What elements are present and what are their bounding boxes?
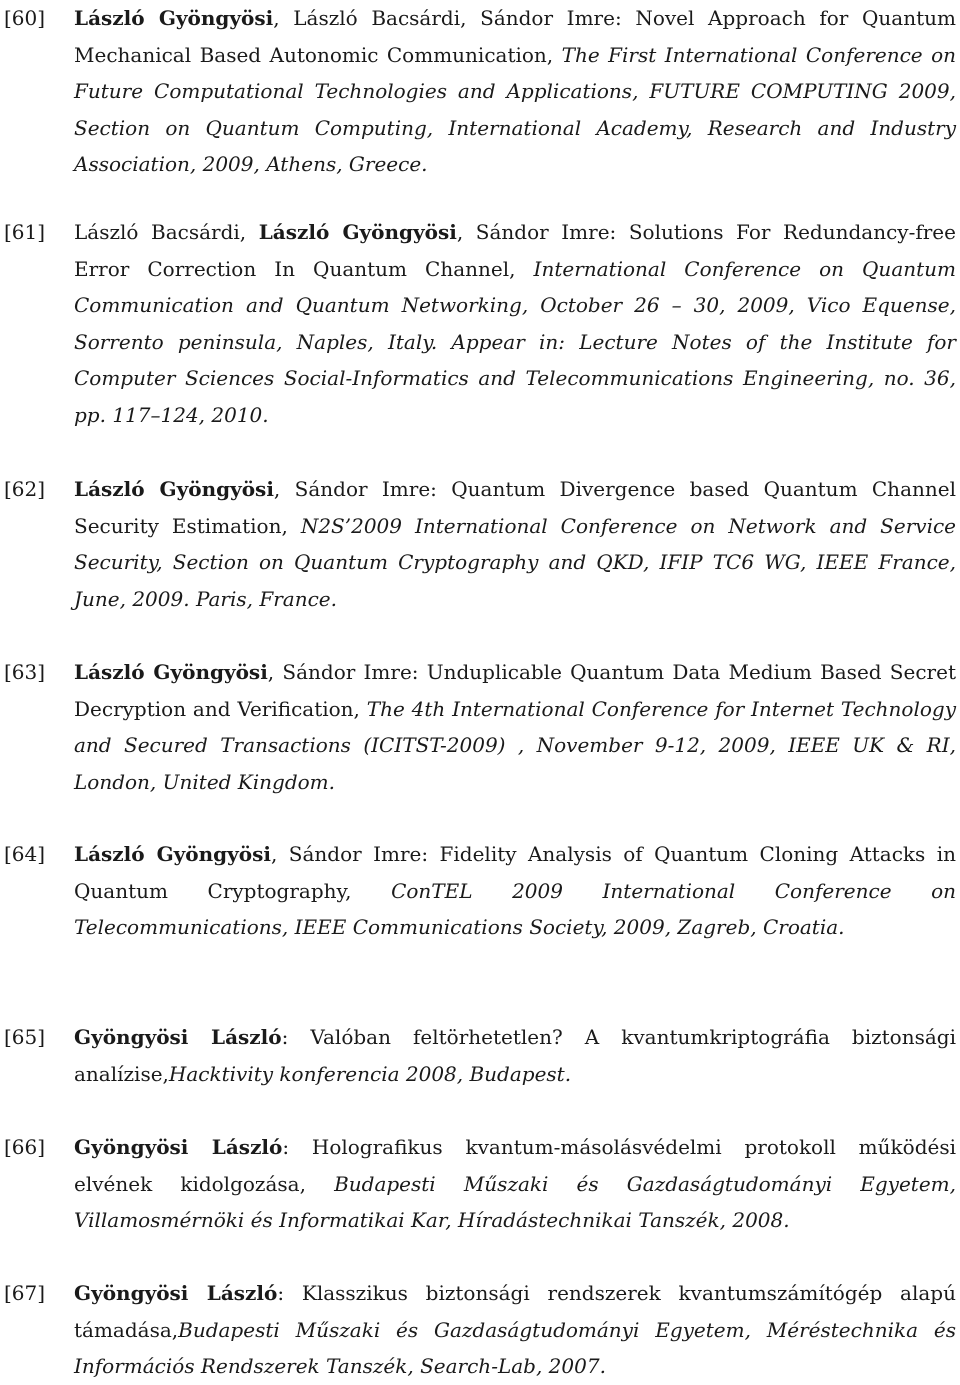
reference-plain: László Bacsárdi, [74,220,259,244]
venue: Budapesti Műszaki és Gazdaságtudományi Egyetem, Méréstechnika és Információs Rendszerek Tanszék, Search-Lab, 2007. [74,1317,956,1378]
reference-text [74,214,956,433]
reference-text [74,0,956,183]
reference-plain: , Sándor Imre: Quantum Divergence based Quantum Channel Security Estimation, [74,477,956,538]
author-highlight: Gyöngyösi László [74,1025,282,1049]
reference-text [74,836,956,946]
reference-item [0,654,960,800]
reference-number: [67] [4,1281,46,1305]
venue: Budapesti Műszaki és Gazdaságtudományi Egyetem, Villamosmérnöki és Informatikai Kar, Híradástechnikai Tanszék, 2008. [74,1171,956,1232]
reference-item [0,0,960,183]
reference-number: [60] [4,6,46,30]
venue: Hacktivity konferencia 2008, Budapest. [168,1061,572,1086]
reference-number: [62] [4,477,46,501]
reference-item [0,1275,960,1385]
reference-item [0,214,960,433]
reference-plain: , Sándor Imre: Fidelity Analysis of Quantum Cloning Attacks in Quantum Cryptography, [74,842,957,903]
reference-plain: , Sándor Imre: Solutions For Redundancy-free Error Correction In Quantum Channel, [74,220,956,281]
reference-number: [63] [4,660,46,684]
reference-item [0,836,960,946]
reference-plain: : Holografikus kvantum-másolásvédelmi protokoll működési elvének kidolgozása, [74,1135,956,1196]
reference-item [0,1019,960,1092]
reference-text [74,1275,956,1385]
reference-plain: , Sándor Imre: Unduplicable Quantum Data Medium Based Secret Decryption and Verification, [74,660,956,721]
reference-number: [61] [4,220,46,244]
reference-item [0,471,960,617]
author-highlight: László Gyöngyösi [74,477,274,501]
venue: The First International Conference on Future Computational Technologies and Applications, FUTURE COMPUTING 2009, Section on Quantum Computing, International Academy, Research and Industry Association, 2009, Athens, Greece. [74,42,956,176]
author-highlight: Gyöngyösi László [74,1135,283,1159]
venue: The 4th International Conference for Internet Technology and Secured Transactions (ICITST-2009) , November 9-12, 2009, IEEE UK & RI, London, United Kingdom. [74,696,956,794]
author-highlight: Gyöngyösi László [74,1281,278,1305]
author-highlight: László Gyöngyösi [74,6,274,30]
venue: N2S’2009 International Conference on Network and Service Security, Section on Quantum Cryptography and QKD, IFIP TC6 WG, IEEE France, June, 2009. Paris, France. [74,513,957,611]
reference-item [0,1129,960,1239]
author-highlight: László Gyöngyösi [74,660,268,684]
reference-text [74,1019,956,1092]
reference-text [74,1129,956,1239]
reference-text [74,471,956,617]
venue: International Conference on Quantum Communication and Quantum Networking, October 26 – 30, 2009, Vico Equense, Sorrento peninsula, Naples, Italy. Appear in: Lecture Notes of the Institute for Computer Sciences Social-Informatics and Telecommunications Engineering, no. 36, pp. 117–124, 2010. [74,256,956,427]
reference-number: [66] [4,1135,46,1159]
author-highlight: László Gyöngyösi [258,220,457,244]
venue: ConTEL 2009 International Conference on Telecommunications, IEEE Communications Society, 2009, Zagreb, Croatia. [74,878,956,939]
reference-number: [64] [4,842,46,866]
author-highlight: László Gyöngyösi [74,842,271,866]
reference-plain: : Klasszikus biztonsági rendszerek kvantumszámítógép alapú támadása, [74,1281,956,1342]
reference-plain: : Valóban feltörhetetlen? A kvantumkriptográfia biztonsági analízise, [74,1025,956,1086]
reference-text [74,654,956,800]
reference-plain: , László Bacsárdi, Sándor Imre: Novel Approach for Quantum Mechanical Based Autonomic Communication, [74,6,956,67]
reference-number: [65] [4,1025,46,1049]
